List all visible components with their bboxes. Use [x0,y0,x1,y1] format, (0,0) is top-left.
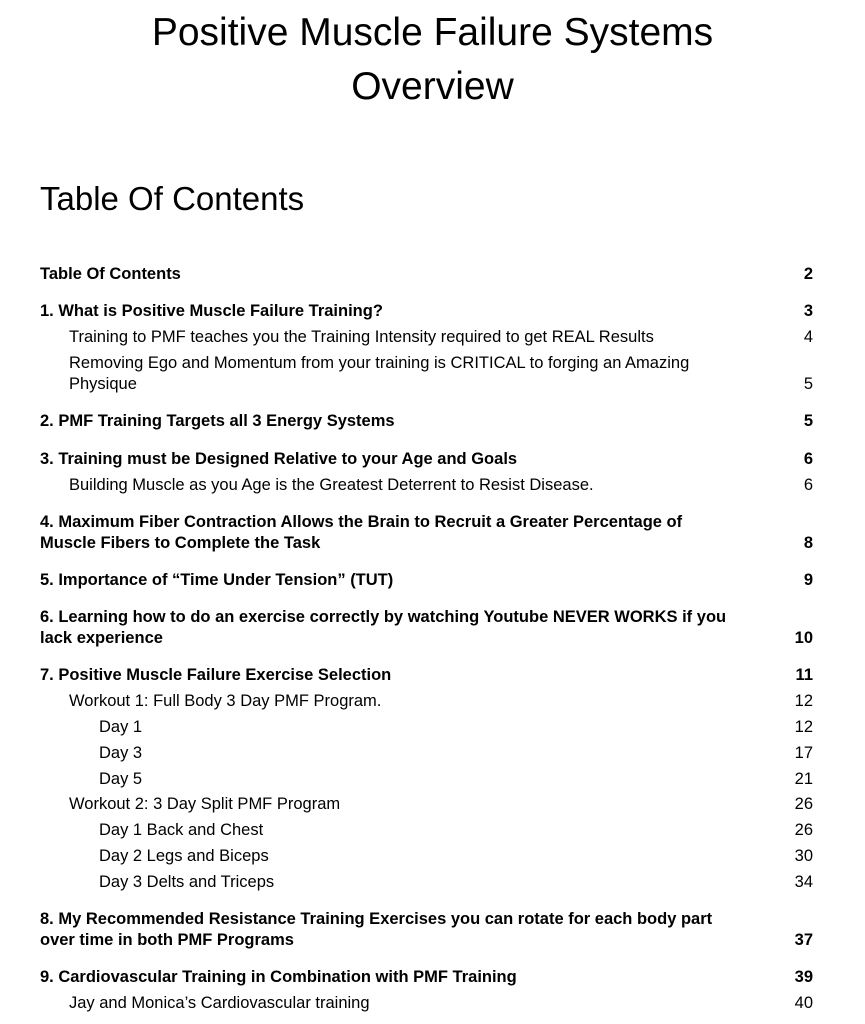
toc-entry-section-3[interactable] [40,449,813,470]
toc-entry-title: Table Of Contents [40,265,181,283]
toc-entry-section-5[interactable] [40,570,813,591]
toc-entry-page: 12 [794,718,813,736]
toc-entry-section-7[interactable] [40,665,813,686]
toc-entry-page: 10 [794,629,813,647]
toc-entry-page: 5 [803,375,813,393]
toc-entry-page: 8 [803,534,813,552]
toc-entry-section-2[interactable] [40,411,813,432]
toc-entry-page: 5 [803,412,813,430]
toc-entry-title: Jay and Monica’s Cardiovascular training [69,994,370,1012]
toc-entry-removing-ego[interactable] [69,353,813,395]
toc-entry-title-line-1: 6. Learning how to do an exercise correctly by watching Youtube NEVER WORKS if you [40,608,727,626]
toc-entry-page: 30 [794,847,813,865]
toc-entry-section-4[interactable] [40,512,813,554]
toc-entry-workout-1-day-5[interactable] [99,769,813,790]
toc-entry-page: 39 [794,968,813,986]
toc-entry-title-line-2: over time in both PMF Programs [40,931,294,949]
toc-entry-title-line-2: Physique [69,375,137,393]
toc-entry-title-line-2: lack experience [40,629,163,647]
toc-entry-title: Day 3 Delts and Triceps [99,873,275,891]
toc-entry-title [69,353,689,395]
toc-entry-title: 7. Positive Muscle Failure Exercise Selection [40,666,392,684]
toc-entry-page: 26 [794,821,813,839]
toc-entry-title: 5. Importance of “Time Under Tension” (TUT) [40,571,394,589]
toc-entry-title: 2. PMF Training Targets all 3 Energy Systems [40,412,395,430]
toc-entry-title-line-1: 8. My Recommended Resistance Training Exercises you can rotate for each body part [40,910,713,928]
toc-entry-title [40,512,682,554]
toc-entry-title-line-1: 4. Maximum Fiber Contraction Allows the Brain to Recruit a Greater Percentage of [40,513,683,531]
toc-entry-title: Workout 1: Full Body 3 Day PMF Program. [69,692,382,710]
toc-entry-section-1[interactable] [40,301,813,322]
toc-entry-page: 40 [794,994,813,1012]
toc-entry-workout-2-day-3[interactable] [99,872,813,893]
toc-entry-title: 9. Cardiovascular Training in Combination with PMF Training [40,968,517,986]
toc-entry-page: 34 [794,873,813,891]
toc-entry-section-8[interactable] [40,909,813,951]
document-title-line-2: Overview [351,65,514,108]
toc-entry-page: 11 [795,666,813,684]
toc-entry-workout-2-day-1[interactable] [99,820,813,841]
toc-entry-title: Day 2 Legs and Biceps [99,847,269,865]
toc-entry-title: 1. What is Positive Muscle Failure Training? [40,302,383,320]
toc-entry-workout-2[interactable] [69,794,813,815]
toc-entry-title: 3. Training must be Designed Relative to your Age and Goals [40,450,518,468]
toc-entry-title: Training to PMF teaches you the Training Intensity required to get REAL Results [69,328,654,346]
toc-entry-page: 6 [803,476,813,494]
toc-entry-page: 12 [794,692,813,710]
toc-entry-title: Day 1 Back and Chest [99,821,264,839]
toc-entry-page: 9 [803,571,813,589]
toc-entry-title [40,607,726,649]
toc-entry-workout-1-day-3[interactable] [99,743,813,764]
toc-entry-title-line-1: Removing Ego and Momentum from your training is CRITICAL to forging an Amazing [69,354,690,372]
toc-entry-page: 4 [803,328,813,346]
toc-entry-title-line-2: Muscle Fibers to Complete the Task [40,534,321,552]
toc-entry-workout-1-day-1[interactable] [99,717,813,738]
toc-entry-title: Workout 2: 3 Day Split PMF Program [69,795,341,813]
toc-entry-page: 2 [803,265,813,283]
document-title-line-1: Positive Muscle Failure Systems [151,11,714,54]
toc-entry-page: 21 [794,770,813,788]
toc-entry-section-9[interactable] [40,967,813,988]
toc-entry-title: Day 3 [99,744,143,762]
toc-entry-table-of-contents[interactable] [40,264,813,285]
toc-entry-training-to-pmf[interactable] [69,327,813,348]
toc-entry-page: 3 [803,302,813,320]
toc-entry-page: 17 [794,744,813,762]
toc-entry-page: 6 [803,450,813,468]
toc-heading: Table Of Contents [40,180,305,217]
toc-entry-title: Day 5 [99,770,143,788]
toc-entry-workout-1[interactable] [69,691,813,712]
toc-entry-building-muscle[interactable] [69,475,813,496]
toc-entry-page: 26 [794,795,813,813]
toc-entry-page: 37 [794,931,813,949]
toc-entry-title: Day 1 [99,718,143,736]
toc-entry-title: Building Muscle as you Age is the Greatest Deterrent to Resist Disease. [69,476,594,494]
toc-entry-workout-2-day-2[interactable] [99,846,813,867]
toc-entry-title [40,909,712,951]
toc-entry-section-6[interactable] [40,607,813,649]
toc-entry-cardio-training[interactable] [69,993,813,1014]
